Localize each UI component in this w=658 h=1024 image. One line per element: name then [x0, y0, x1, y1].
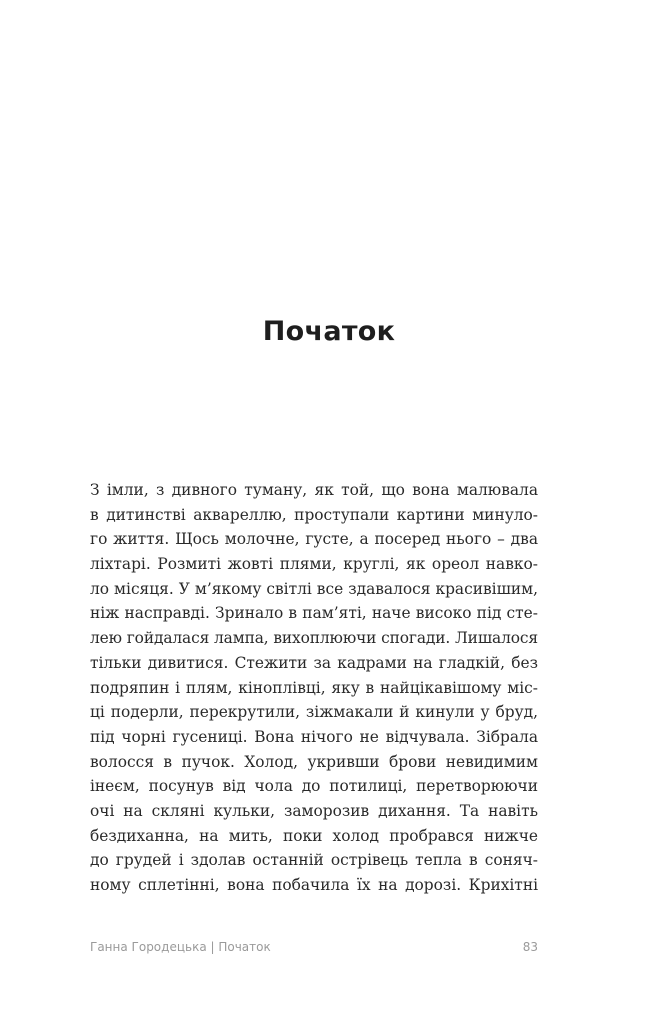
text-line: ло місяця. У м’якому світлі все здавалося красивішим, — [90, 579, 538, 598]
text-line: лею гойдалася лампа, вихоплюючи спогади. Лишалося — [90, 629, 538, 648]
text-line: ніж насправді. Зринало в пам’яті, наче високо під сте- — [90, 604, 538, 623]
text-line: очі на скляні кульки, заморозив дихання. Та навіть — [90, 801, 538, 820]
text-line: ному сплетінні, вона побачила їх на дорозі. Крихітні — [90, 876, 538, 894]
text-line: го життя. Щось молочне, густе, а посеред нього – два — [90, 530, 538, 549]
text-line: в дитинстві аквареллю, проступали картини минуло- — [90, 505, 538, 524]
text-line: волосся в пучок. Холод, укривши брови невидимим — [90, 752, 538, 771]
chapter-title: Початок — [262, 316, 396, 347]
text-line: подряпин і плям, кіноплівці, яку в найцікавішому міс- — [90, 678, 538, 697]
page-number: 83 — [522, 940, 538, 954]
page-footer — [90, 940, 538, 954]
text-line: бездиханна, на мить, поки холод пробрався нижче — [90, 826, 538, 845]
body-text — [90, 478, 538, 898]
text-line: З імли, з дивного туману, як той, що вона малювала — [90, 481, 538, 499]
text-line: під чорні гусениці. Вона нічого не відчувала. Зібрала — [90, 727, 538, 746]
running-head: Ганна Городецька | Початок — [90, 940, 271, 954]
text-line: тільки дивитися. Стежити за кадрами на гладкій, без — [90, 653, 538, 672]
text-line: інеєм, посунув від чола до потилиці, перетворюючи — [90, 777, 538, 796]
text-line: ці подерли, перекрутили, зіжмакали й кинули у бруд, — [90, 703, 538, 722]
text-line: ліхтарі. Розмиті жовті плями, круглі, як ореол навко- — [90, 555, 538, 574]
text-line: до грудей і здолав останній острівець тепла в соняч- — [90, 851, 538, 870]
